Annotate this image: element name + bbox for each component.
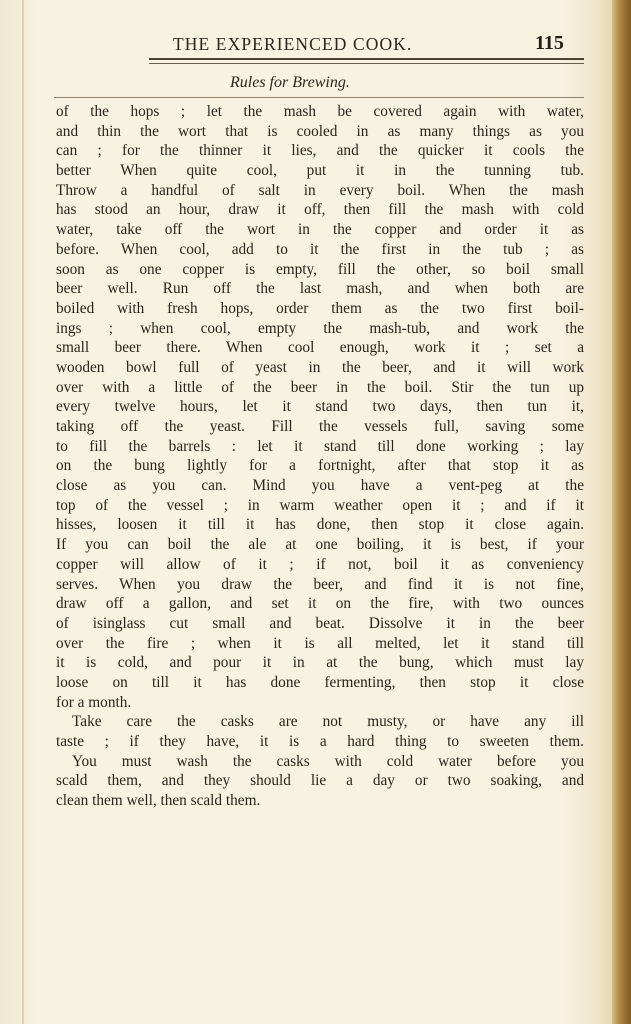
page-gutter-left (22, 0, 24, 1024)
running-head: THE EXPERIENCED COOK. (173, 34, 413, 54)
text-line: has stood an hour, draw it off, then fill the mash with cold (56, 201, 584, 219)
text-line: soon as one copper is empty, fill the other, so boil small (56, 260, 584, 278)
text-line: serves. When you draw the beer, and find it is not fine, (56, 575, 584, 593)
header-rule-thick (149, 58, 584, 60)
text-line: for a month. (56, 693, 132, 711)
book-spine-edge (612, 0, 631, 1024)
text-line: beer well. Run off the last mash, and when both are (56, 280, 584, 298)
text-line: over with a little of the beer in the boil. Stir the tun up (56, 378, 584, 396)
text-line: and thin the wort that is cooled in as many things as you (56, 122, 584, 140)
text-line: to fill the barrels : let it stand till done working ; lay (56, 437, 584, 455)
text-line: of isinglass cut small and beat. Dissolve it in the beer (56, 614, 584, 632)
text-line: scald them, and they should lie a day or two soaking, and (56, 772, 584, 790)
text-line: You must wash the casks with cold water before you (72, 752, 584, 770)
section-rule (54, 97, 584, 98)
text-line: Throw a handful of salt in every boil. When the mash (56, 181, 584, 199)
text-line: it is cold, and pour it in at the bung, which must lay (56, 654, 584, 672)
text-line: every twelve hours, let it stand two days, then tun it, (56, 398, 584, 416)
text-line: before. When cool, add to it the first in the tub ; as (56, 240, 584, 258)
text-line: ings ; when cool, empty the mash-tub, and work the (56, 319, 584, 337)
text-line: can ; for the thinner it lies, and the quicker it cools the (56, 142, 584, 160)
text-line: wooden bowl full of yeast in the beer, and it will work (56, 358, 584, 376)
text-line: close as you can. Mind you have a vent-peg at the (56, 477, 584, 495)
text-line: better When quite cool, put it in the tunning tub. (56, 162, 584, 180)
text-line: Take care the casks are not musty, or have any ill (72, 713, 584, 731)
text-line: small beer there. When cool enough, work it ; set a (56, 339, 584, 357)
text-line: water, take off the wort in the copper and order it as (56, 221, 584, 239)
header-rule-thin (149, 63, 584, 64)
text-line: boiled with fresh hops, order them as the two first boil- (56, 299, 584, 317)
page-number: 115 (535, 32, 564, 54)
body-text (56, 102, 584, 882)
text-line: taste ; if they have, it is a hard thing to sweeten them. (56, 733, 584, 750)
text-line: draw off a gallon, and set it on the fire, with two ounces (56, 595, 584, 613)
text-line: If you can boil the ale at one boiling, it is best, if your (56, 536, 584, 554)
text-line: top of the vessel ; in warm weather open it ; and if it (56, 496, 584, 514)
text-line: taking off the yeast. Fill the vessels full, saving some (56, 418, 584, 435)
text-line: loose on till it has done fermenting, then stop it close (56, 673, 584, 691)
text-line: clean them well, then scald them. (56, 792, 261, 810)
page-header (45, 34, 585, 68)
text-line: on the bung lightly for a fortnight, after that stop it as (56, 457, 584, 475)
text-line: over the fire ; when it is all melted, let it stand till (56, 634, 584, 652)
text-line: copper will allow of it ; if not, boil it as conveniency (56, 555, 584, 573)
section-title: Rules for Brewing. (230, 74, 350, 91)
text-line: hisses, loosen it till it has done, then stop it close again. (56, 516, 584, 534)
text-line: of the hops ; let the mash be covered again with water, (56, 103, 584, 120)
